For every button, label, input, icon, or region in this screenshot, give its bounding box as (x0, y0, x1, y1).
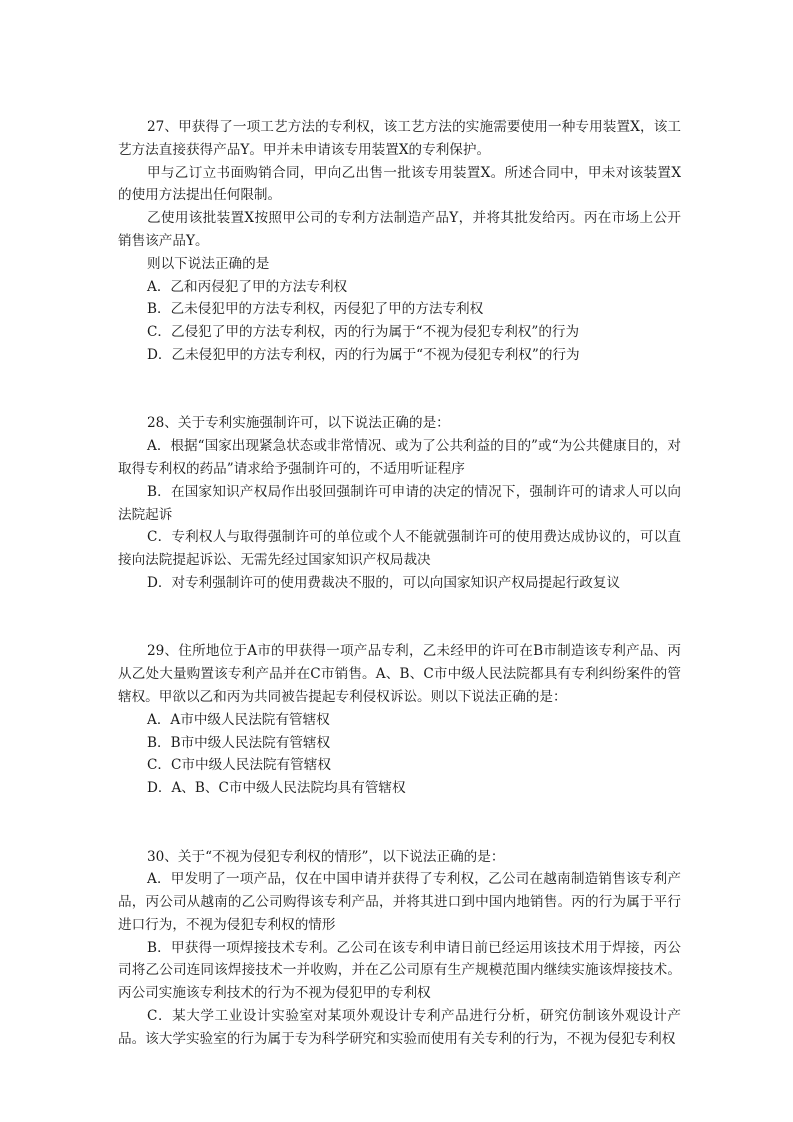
question-29-option-a: A．A市中级人民法院有管辖权 (147, 711, 330, 728)
question-28-option-a: A．根据“国家出现紧急状态或非常情况、或为了公共利益的目的”或“为公共健康目的，对取得专利权的药品”请求给予强制许可的，不适用听证程序 (118, 438, 681, 477)
question-30-option-c: C．某大学工业设计实验室对某项外观设计专利产品进行分析，研究仿制该外观设计产品。该大学实验室的行为属于专为科学研究和实验而使用有关专利的行为，不视为侵犯专利权 (118, 1008, 681, 1047)
question-27-option-d: D．乙未侵犯甲的方法专利权，丙的行为属于“不视为侵犯专利权”的行为 (147, 346, 580, 363)
document-page (118, 116, 681, 1051)
question-27-paragraph-2: 甲与乙订立书面购销合同，甲向乙出售一批该专用装置X。所述合同中，甲未对该装置X的使用方法提出任何限制。 (118, 164, 681, 204)
question-spacer (118, 595, 681, 641)
question-spacer (118, 800, 681, 846)
question-27-stem: 27、甲获得了一项工艺方法的专利权，该工艺方法的实施需要使用一种专用装置X，该工艺方法直接获得产品Y。甲并未申请该专用装置X的专利保护。 (118, 119, 681, 158)
question-27-option-b: B．乙未侵犯甲的方法专利权，丙侵犯了甲的方法专利权 (147, 301, 484, 318)
question-29-stem: 29、住所地位于A市的甲获得一项产品专利，乙未经甲的许可在B市制造该专利产品、丙从乙处大量购置该专利产品并在C市销售。A、B、C市中级人民法院都具有专利纠纷案件的管辖权。甲欲以乙和丙为共同被告提起专利侵权诉讼。则以下说法正确的是： (118, 643, 681, 705)
question-30-option-b: B．甲获得一项焊接技术专利。乙公司在该专利申请日前已经运用该技术用于焊接，丙公司将乙公司连同该焊接技术一并收购，并在乙公司原有生产规模范围内继续实施该焊接技术。丙公司实施该专利技术的行为不视为侵犯甲的专利权 (118, 939, 681, 1002)
question-28-option-c: C．专利权人与取得强制许可的单位或个人不能就强制许可的使用费达成协议的，可以直接向法院提起诉讼、无需先经过国家知识产权局裁决 (118, 529, 681, 569)
question-30-option-a: A．甲发明了一项产品，仅在中国申请并获得了专利权，乙公司在越南制造销售该专利产品，丙公司从越南的乙公司购得该专利产品，并将其进口到中国内地销售。丙的行为属于平行进口行为，不视为侵犯专利权的情形 (118, 871, 681, 933)
question-spacer (118, 367, 681, 413)
question-27-prompt: 则以下说法正确的是 (147, 255, 270, 272)
question-27-option-c: C．乙侵犯了甲的方法专利权，丙的行为属于“不视为侵犯专利权”的行为 (147, 324, 580, 341)
question-28 (118, 412, 681, 594)
question-28-option-d: D．对专利强制许可的使用费裁决不服的，可以向国家知识产权局提起行政复议 (147, 574, 621, 591)
question-29-option-d: D．A、B、C市中级人民法院均具有管辖权 (147, 780, 406, 797)
question-30 (118, 846, 681, 1051)
question-28-stem: 28、关于专利实施强制许可，以下说法正确的是： (147, 415, 450, 432)
question-29-option-b: B．B市中级人民法院有管辖权 (147, 734, 331, 751)
question-27-option-a: A．乙和丙侵犯了甲的方法专利权 (147, 278, 348, 295)
question-28-option-b: B．在国家知识产权局作出驳回强制许可申请的决定的情况下，强制许可的请求人可以向法院起诉 (118, 483, 681, 523)
question-29-option-c: C．C市中级人民法院有管辖权 (147, 757, 331, 774)
question-27-paragraph-3: 乙使用该批装置X按照甲公司的专利方法制造产品Y，并将其批发给丙。丙在市场上公开销售该产品Y。 (118, 210, 681, 249)
question-27 (118, 116, 681, 367)
question-29 (118, 640, 681, 800)
question-30-stem: 30、关于“不视为侵犯专利权的情形”，以下说法正确的是： (147, 848, 505, 865)
